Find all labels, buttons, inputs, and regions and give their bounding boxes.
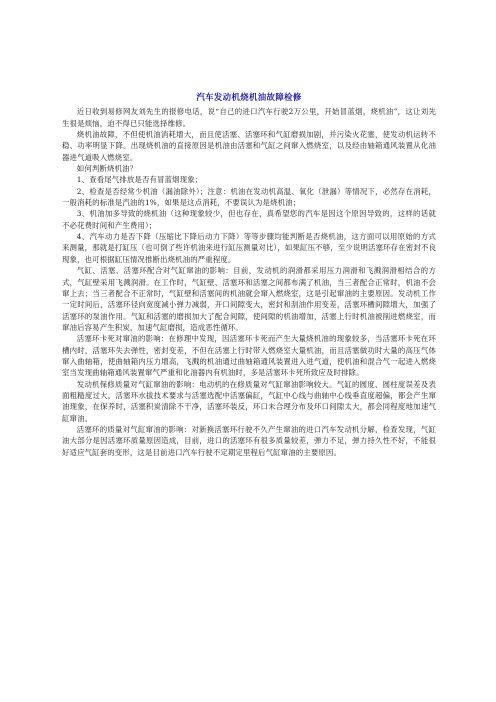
paragraph-ring-stuck: 活塞环卡死对窜油的影响：在修理中发现，因活塞环卡死而产生大量烧机油的现象较多，当活塞环卡死在环槽内时，活塞环失去弹性，密封变差，不但在活塞上行时带入燃烧室大量机油，而且活塞做功时大量的高压气体窜入曲轴箱，使曲轴箱内压力增高，飞溅的机油通过曲轴箱通风装置进入进气道，使机油和混合气一起进入燃烧室当发现曲轴箱通风装置窜气严重和化油器内有机油时，多是活塞环卡死所致应及时排除。 xyxy=(62,334,436,378)
paragraph-question: 如何判断烧机油？ xyxy=(76,164,138,174)
paragraph-repair-quality: 发动机保修质量对气缸窜油的影响：电动机的在修质量对气缸窜油影响较大。气缸的圆度、圆柱度误差及表面粗糙度过大，活塞环水拔技术要求与活塞选配中活塞偏缸，气缸中心线与曲轴中心线垂直度超偏，都会产生窜油现象，在保养时，活塞积炭清除不干净，活塞环装反，环口未合理分布及环口间隙太大，都会同程度地加速气缸窜油。 xyxy=(62,379,436,423)
paragraph-step-4: 4、汽车动力是否下降（压缩比下降后动力下降）等等步骤均能判断是否烧机油，这方面可以用原始的方式来测量，那就是打缸压（也可倒了些许机油来进行缸压测量对比），如果缸压不够，至少说明活塞环存在密封不良现象，也可根据缸压情况推断出烧机油的严重程度。 xyxy=(62,232,436,264)
paragraph-ring-quality: 活塞环的质量对气缸窜油的影响：对新换活塞环行驶不久产生窜油的进口汽车发动机分解，检查发现，气缸油大部分是因活塞环质量原因造成，目前，进口的活塞环有很多质量较差，弹力不足，弹力持久性不好，不能很好适应气缸套的变形，这是目前进口汽车行驶不定期定里程后气缸窜油的主要原因。 xyxy=(62,424,436,457)
paragraph-cause: 烧机油故障，不但使机油消耗增大，而且使活塞、活塞环和气缸磨损加剧，并污染火花塞，使发动机运转不稳、功率明显下降。出现烧机油的直接原因是机油由活塞和气缸之间窜入燃烧室，以及经由轴箱通风装置从化油器进气道吸入燃烧室。 xyxy=(62,130,436,162)
paragraph-step-3: 3、机油加多导致的烧机油（这种现象较少，但也存在，真希望您的汽车是因这个原因导致的，这样的话就不必花费时间和产生费用）； xyxy=(62,209,436,230)
paragraph-step-1: 1、查看尾气排放是否有冒蓝烟现象； xyxy=(76,175,203,185)
paragraph-cylinder-fit: 气缸、活塞、活塞环配合对气缸窜油的影响：目前，发动机的润滑都采用压力润滑和飞溅润滑相结合的方式，气缸壁采用飞溅润滑。在工作时，气缸壁、活塞环和活塞之间都布满了机油，当三者配合正常时，机油不会窜上去；当三者配合不正常时，气缸壁和活塞间的机油就会窜入燃烧室，这是引起窜油的主要原因。发动机工作一定时间后，活塞环径向宽度减小弹力减弱，开口间隙变大，密封和刮油作用变差，活塞环槽间隙增大，加强了活塞环的泵油作用。气缸和活塞的磨损加大了配合间隙，使间隙的机油增加，活塞上行时机油被削进燃烧室，而窜油后容易产生积炭，加速气缸磨损，造成恶性循环。 xyxy=(62,266,436,332)
paragraph-intro: 近日收到易修网友刘先生的报修电话，说“自己的进口汽车行驶2万公里，开始冒蓝烟，烧机油”，这让刘先生很是烦恼，迫不得已只能选择维修。 xyxy=(62,107,436,128)
document-title: 汽车发动机烧机油故障检修 xyxy=(196,92,302,102)
paragraph-step-2: 2、检查是否经常少机油（漏油除外）；注意：机油在发动机高温、氧化（泄漏）等情况下，必然存在消耗，一般消耗的标准是汽油的1%，如果是这点消耗，不要误认为是烧机油； xyxy=(62,186,436,208)
document-page xyxy=(62,92,436,458)
